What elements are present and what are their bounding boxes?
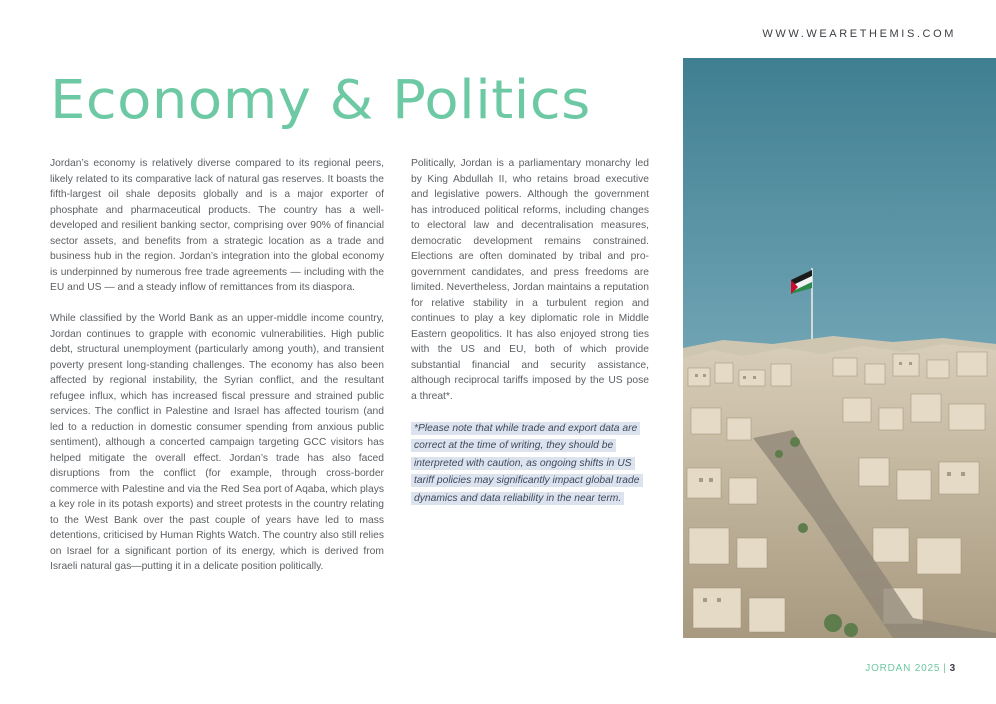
page-footer [865,663,956,674]
politics-paragraph: Politically, Jordan is a parliamentary monarchy led by King Abdullah II, who retains broad executive and legislative powers. Although the government has introduced political reforms, including changes to electoral law and decentralisation measures, democratic development remains constrained. Elections are often dominated by tribal and pro-government candidates, and press freedoms are limited. Nevertheless, Jordan maintains a reputation for relative stability in a turbulent region and continues to play a key diplomatic role in Middle Eastern geopolitics. It has also enjoyed strong ties with the US and EU, both of which provide substantial financial and security assistance, although reciprocal tariffs imposed by the US pose a threat*. [411,158,649,402]
economy-paragraph-1: Jordan’s economy is relatively diverse compared to its regional peers, likely related to its comparative lack of natural gas reserves. It boasts the fifth-largest oil shale deposits globally and is a major exporter of phosphate and pharmaceutical products. The country has a well-developed and resilient banking sector, comprising over 90% of financial sector assets, and benefits from a strategic location as a trade and business hub in the region. Jordan’s integration into the global economy is underpinned by numerous free trade agreements — including with the EU and US — and a steady inflow of remittances from its diaspora. [50,158,384,293]
page-title: Economy & Politics [50,69,591,132]
footer-label: JORDAN 2025 [865,663,941,674]
economy-paragraph-2: While classified by the World Bank as an upper-middle income country, Jordan continues to grapple with economic vulnerabilities. High public debt, structural unemployment (particularly among youth), and transient poverty present long-standing challenges. The economy has also been affected by regional instability, the Syrian conflict, and the resultant refugee influx, which has increased fiscal pressure and strained public services. The conflict in Palestine and Israel has affected tourism (and led to a reduction in domestic consumer spending from anxious public sentiment), although a concerted campaign targeting GCC visitors has helped mitigate the overall effect. Jordan’s trade has also faced disruptions from the conflict (for example, through cross-border commerce with Palestine and via the Red Sea port of Aqaba, which plays a key role in its potash exports) and street protests in the country relating to the West Bank over the past couple of years have led to mass detentions, criticised by Human Rights Watch. The country also still relies on Israel for a significant portion of its energy, which is derived from Israeli natural gas—putting it in a delicate position politically. [50,313,384,572]
amman-cityscape-photo [683,58,996,638]
note-text: *Please note that while trade and export data are correct at the time of writing, they should be interpreted with caution, as ongoing shifts in US tariff policies may significantly impact global trade dynamics and data reliability in the near term. [411,422,643,505]
cityscape-illustration [683,58,996,638]
site-url[interactable]: WWW.WEARETHEMIS.COM [762,28,956,40]
page-number: 3 [949,663,956,674]
tariff-disclaimer-note [411,420,649,508]
footer-separator: | [943,663,947,674]
left-column [50,156,384,590]
right-column [411,156,649,507]
